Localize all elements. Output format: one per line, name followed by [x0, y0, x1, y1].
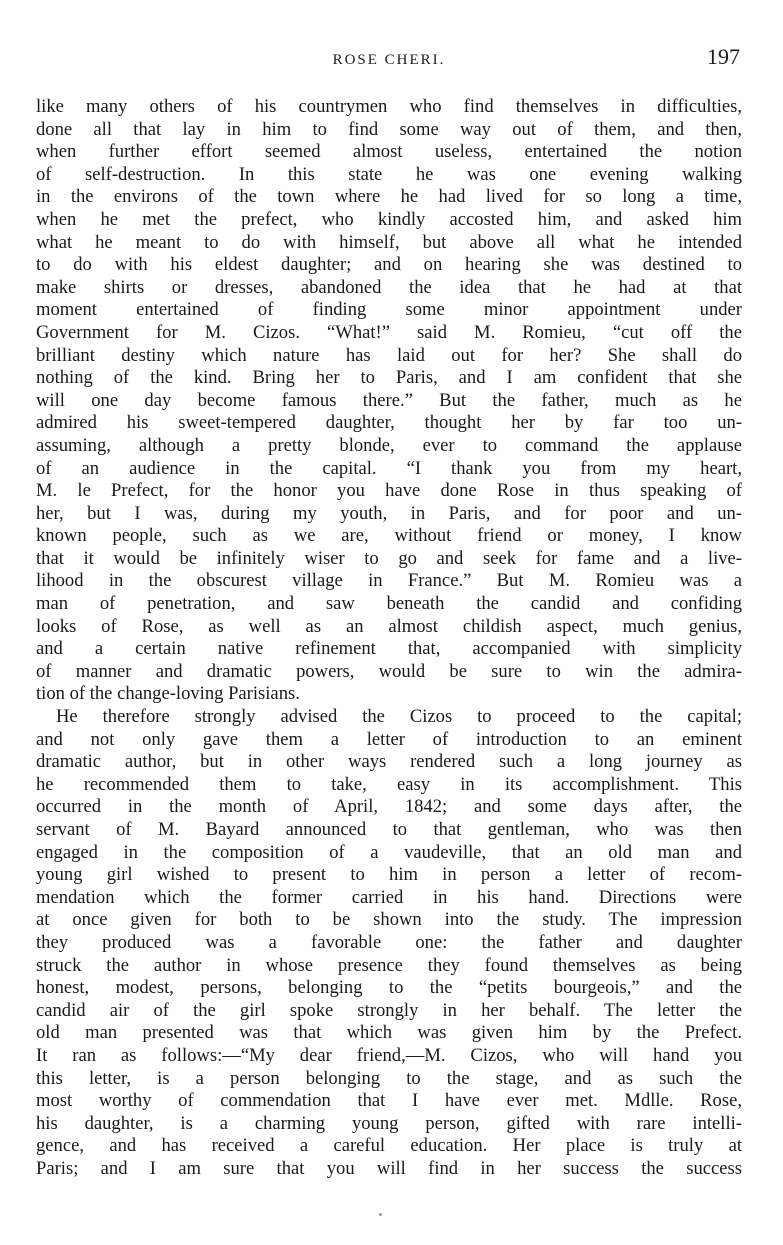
text-line: done all that lay in him to find some way out of them, and then, [36, 118, 742, 140]
text-line: engaged in the composition of a vaudeville, that an old man and [36, 841, 742, 863]
text-line: old man presented was that which was given him by the Prefect. [36, 1022, 742, 1044]
text-line: they produced was a favorable one: the father and daughter [36, 931, 742, 953]
running-head [36, 44, 742, 76]
text-line: mendation which the former carried in his hand. Directions were [36, 886, 742, 908]
text-line: known people, such as we are, without friend or money, I know [36, 525, 742, 547]
page-speck [379, 1213, 382, 1216]
text-line: young girl wished to present to him in person a letter of recom- [36, 864, 742, 886]
text-line: his daughter, is a charming young person, gifted with rare intelli- [36, 1112, 742, 1134]
text-line: of self-destruction. In this state he was one evening walking [36, 163, 742, 185]
text-line: struck the author in whose presence they found themselves as being [36, 954, 742, 976]
text-line: brilliant destiny which nature has laid out for her? She shall do [36, 344, 742, 366]
text-line: admired his sweet-tempered daughter, thought her by far too un- [36, 412, 742, 434]
text-line: he recommended them to take, easy in its accomplishment. This [36, 773, 742, 795]
text-line: when further effort seemed almost useless, entertained the notion [36, 141, 742, 163]
text-line: make shirts or dresses, abandoned the idea that he had at that [36, 276, 742, 298]
text-line: her, but I was, during my youth, in Paris, and for poor and un- [36, 502, 742, 524]
text-line: It ran as follows:—“My dear friend,—M. Cizos, who will hand you [36, 1044, 742, 1066]
running-title: ROSE CHERI. [332, 52, 446, 68]
text-line: in the environs of the town where he had lived for so long a time, [36, 186, 742, 208]
text-line: to do with his eldest daughter; and on hearing she was destined to [36, 254, 742, 276]
text-line: occurred in the month of April, 1842; and some days after, the [36, 796, 742, 818]
text-line: tion of the change-loving Parisians. [36, 683, 300, 705]
page-number: 197 [707, 44, 740, 69]
text-line: assuming, although a pretty blonde, ever to command the applause [36, 434, 742, 456]
text-line: and a certain native refinement that, accompanied with simplicity [36, 638, 742, 660]
text-line: of an audience in the capital. “I thank you from my heart, [36, 457, 742, 479]
text-line: candid air of the girl spoke strongly in her behalf. The letter the [36, 999, 742, 1021]
text-line: at once given for both to be shown into the study. The impression [36, 909, 742, 931]
text-line: looks of Rose, as well as an almost childish aspect, much genius, [36, 615, 742, 637]
text-line: like many others of his countrymen who find themselves in difficulties, [36, 96, 742, 117]
text-line: honest, modest, persons, belonging to the “petits bourgeois,” and the [36, 977, 742, 999]
text-line: nothing of the kind. Bring her to Paris, and I am confident that she [36, 367, 742, 389]
text-line: when he met the prefect, who kindly accosted him, and asked him [36, 208, 742, 230]
text-line: what he meant to do with himself, but above all what he intended [36, 231, 742, 253]
text-line: moment entertained of finding some minor appointment under [36, 299, 742, 321]
text-line: dramatic author, but in other ways rendered such a long journey as [36, 751, 742, 773]
text-line: will one day become famous there.” But the father, much as he [36, 389, 742, 411]
body-text [36, 96, 742, 1181]
text-line: of manner and dramatic powers, would be sure to win the admira- [36, 660, 742, 682]
text-line: gence, and has received a careful education. Her place is truly at [36, 1135, 742, 1157]
text-line: lihood in the obscurest village in France.” But M. Romieu was a [36, 570, 742, 592]
text-line: M. le Prefect, for the honor you have done Rose in thus speaking of [36, 480, 742, 502]
text-line: and not only gave them a letter of introduction to an eminent [36, 728, 742, 750]
paragraph-start-line: He therefore strongly advised the Cizos to proceed to the capital; [56, 706, 742, 728]
text-line: most worthy of commendation that I have ever met. Mdlle. Rose, [36, 1090, 742, 1112]
text-line: man of penetration, and saw beneath the candid and confiding [36, 593, 742, 615]
text-line: Paris; and I am sure that you will find in her success the success [36, 1157, 742, 1179]
text-line: that it would be infinitely wiser to go and seek for fame and a live- [36, 547, 742, 569]
text-line: this letter, is a person belonging to the stage, and as such the [36, 1067, 742, 1089]
text-line: servant of M. Bayard announced to that gentleman, who was then [36, 819, 742, 840]
text-line: Government for M. Cizos. “What!” said M. Romieu, “cut off the [36, 321, 742, 343]
